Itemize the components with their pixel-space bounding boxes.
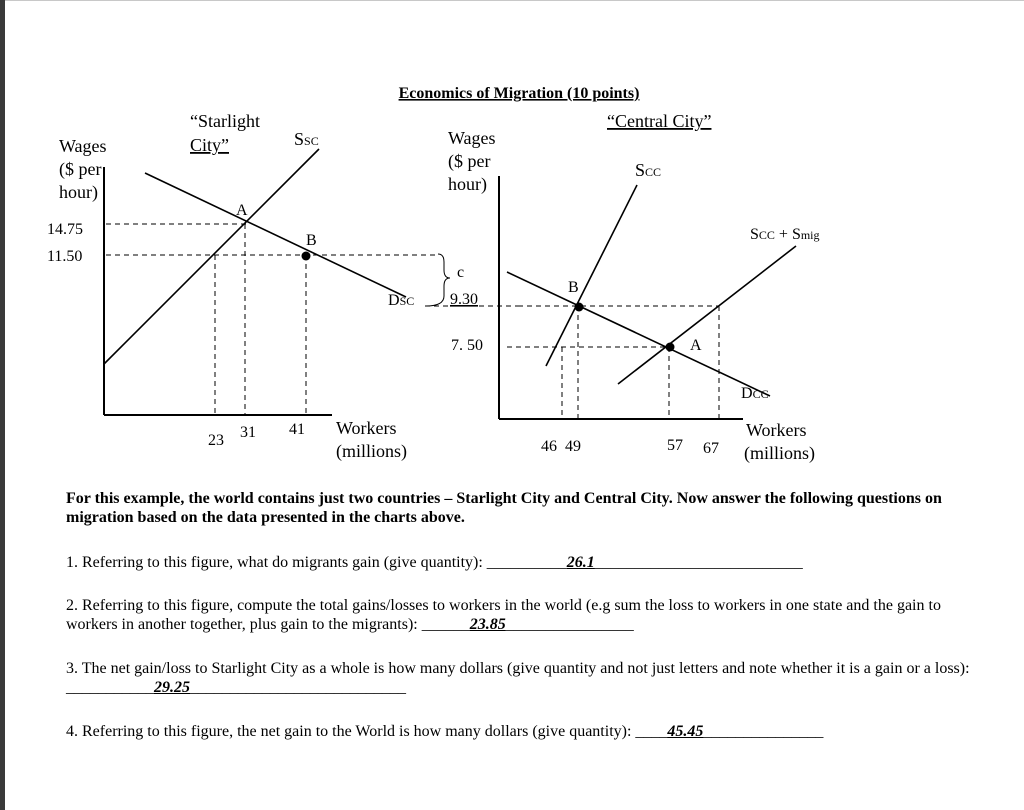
starlight-supply-sub: SC	[304, 134, 319, 148]
central-point-b: B	[568, 279, 579, 296]
starlight-x-tick-41: 41	[289, 421, 305, 438]
starlight-demand-d: D	[388, 292, 400, 309]
central-supply-s: S	[635, 160, 646, 180]
starlight-demand-label	[388, 292, 414, 309]
starlight-x-tick-31: 31	[240, 424, 256, 441]
starlight-y-label-1: Wages	[59, 136, 107, 156]
starlight-demand-sub: SC	[399, 294, 415, 308]
question-1-answer: 26.1	[566, 554, 595, 571]
starlight-x-label-1: Workers	[336, 418, 397, 438]
central-x-tick-57: 57	[667, 437, 683, 454]
question-2	[66, 596, 976, 634]
central-combined-plus: + S	[774, 226, 801, 243]
starlight-y-label-3: hour)	[59, 182, 98, 202]
central-x-tick-67: 67	[703, 440, 719, 457]
question-2-answer: 23.85	[469, 616, 506, 633]
central-demand-d: D	[741, 385, 753, 402]
brace-c	[426, 254, 450, 306]
starlight-supply-curve	[104, 149, 319, 364]
question-1-text: 1. Referring to this figure, what do migrants gain (give quantity): __________	[66, 554, 567, 571]
central-y-label-3: hour)	[448, 174, 487, 194]
central-x-label-2: (millions)	[744, 443, 815, 463]
central-name: “Central City”	[607, 111, 712, 131]
starlight-x-tick-23: 23	[208, 432, 224, 449]
starlight-point-b: B	[306, 232, 317, 249]
starlight-y-label-2: ($ per	[59, 159, 102, 179]
central-demand-label	[741, 385, 769, 402]
central-combined-supply-label	[750, 226, 820, 243]
central-point-a-marker	[666, 343, 675, 352]
central-combined-s1: S	[750, 226, 759, 243]
central-city-graph	[448, 111, 820, 464]
starlight-supply-label	[294, 129, 319, 149]
central-demand-curve	[507, 272, 770, 396]
starlight-wage-1475: 14.75	[47, 221, 83, 238]
starlight-point-b-marker	[302, 252, 311, 261]
central-point-a: A	[690, 337, 702, 354]
central-x-tick-46-49: 46 49	[541, 438, 581, 455]
intro-text: For this example, the world contains just two countries – Starlight City and Central City. Now answer the following questions on migration based on the data presented in the charts above.	[66, 490, 942, 526]
starlight-x-label-2: (millions)	[336, 441, 407, 461]
question-2-text: 2. Referring to this figure, compute the total gains/losses to workers in the world (e.g sum the loss to workers in one state and the gain to workers in another together, plus gain to the migrants): ______	[66, 597, 941, 633]
question-4-text: 4. Referring to this figure, the net gain to the World is how many dollars (give quantity): ____	[66, 723, 668, 740]
question-3	[66, 659, 976, 697]
starlight-name-line1: “Starlight	[190, 111, 260, 131]
central-combined-supply-curve	[618, 246, 796, 384]
question-1-trail: __________________________	[594, 554, 803, 571]
question-4	[66, 722, 976, 741]
starlight-point-a: A	[236, 202, 248, 219]
starlight-supply-s: S	[294, 129, 305, 149]
central-y-label-1: Wages	[448, 128, 496, 148]
central-combined-sub1: CC	[758, 228, 775, 242]
brace-label-c: c	[457, 264, 465, 281]
page-title: Economics of Migration (10 points)	[398, 85, 640, 102]
question-3-trail: ___________________________	[190, 679, 406, 696]
central-combined-sub2: mig	[800, 228, 820, 242]
question-4-answer: 45.45	[667, 723, 704, 740]
central-wage-930: 9.30	[450, 291, 478, 308]
central-supply-label	[635, 160, 661, 180]
central-point-b-marker	[575, 303, 584, 312]
central-wage-750: 7. 50	[451, 337, 483, 354]
question-3-answer: 29.25	[154, 679, 190, 696]
question-2-trail: ________________	[505, 616, 634, 633]
central-y-label-2: ($ per	[448, 151, 491, 171]
central-supply-sub: CC	[645, 165, 662, 179]
question-1	[66, 553, 976, 572]
central-x-label-1: Workers	[746, 420, 807, 440]
question-4-trail: _______________	[703, 723, 824, 740]
central-demand-sub: CC	[752, 387, 769, 401]
central-supply-curve	[546, 185, 637, 366]
question-3-text: 3. The net gain/loss to Starlight City as a whole is how many dollars (give quantity and not just letters and note whether it is a gain or a loss): ___________	[66, 660, 970, 696]
starlight-name-line2: City”	[190, 135, 229, 155]
starlight-wage-1150: 11.50	[47, 248, 83, 265]
